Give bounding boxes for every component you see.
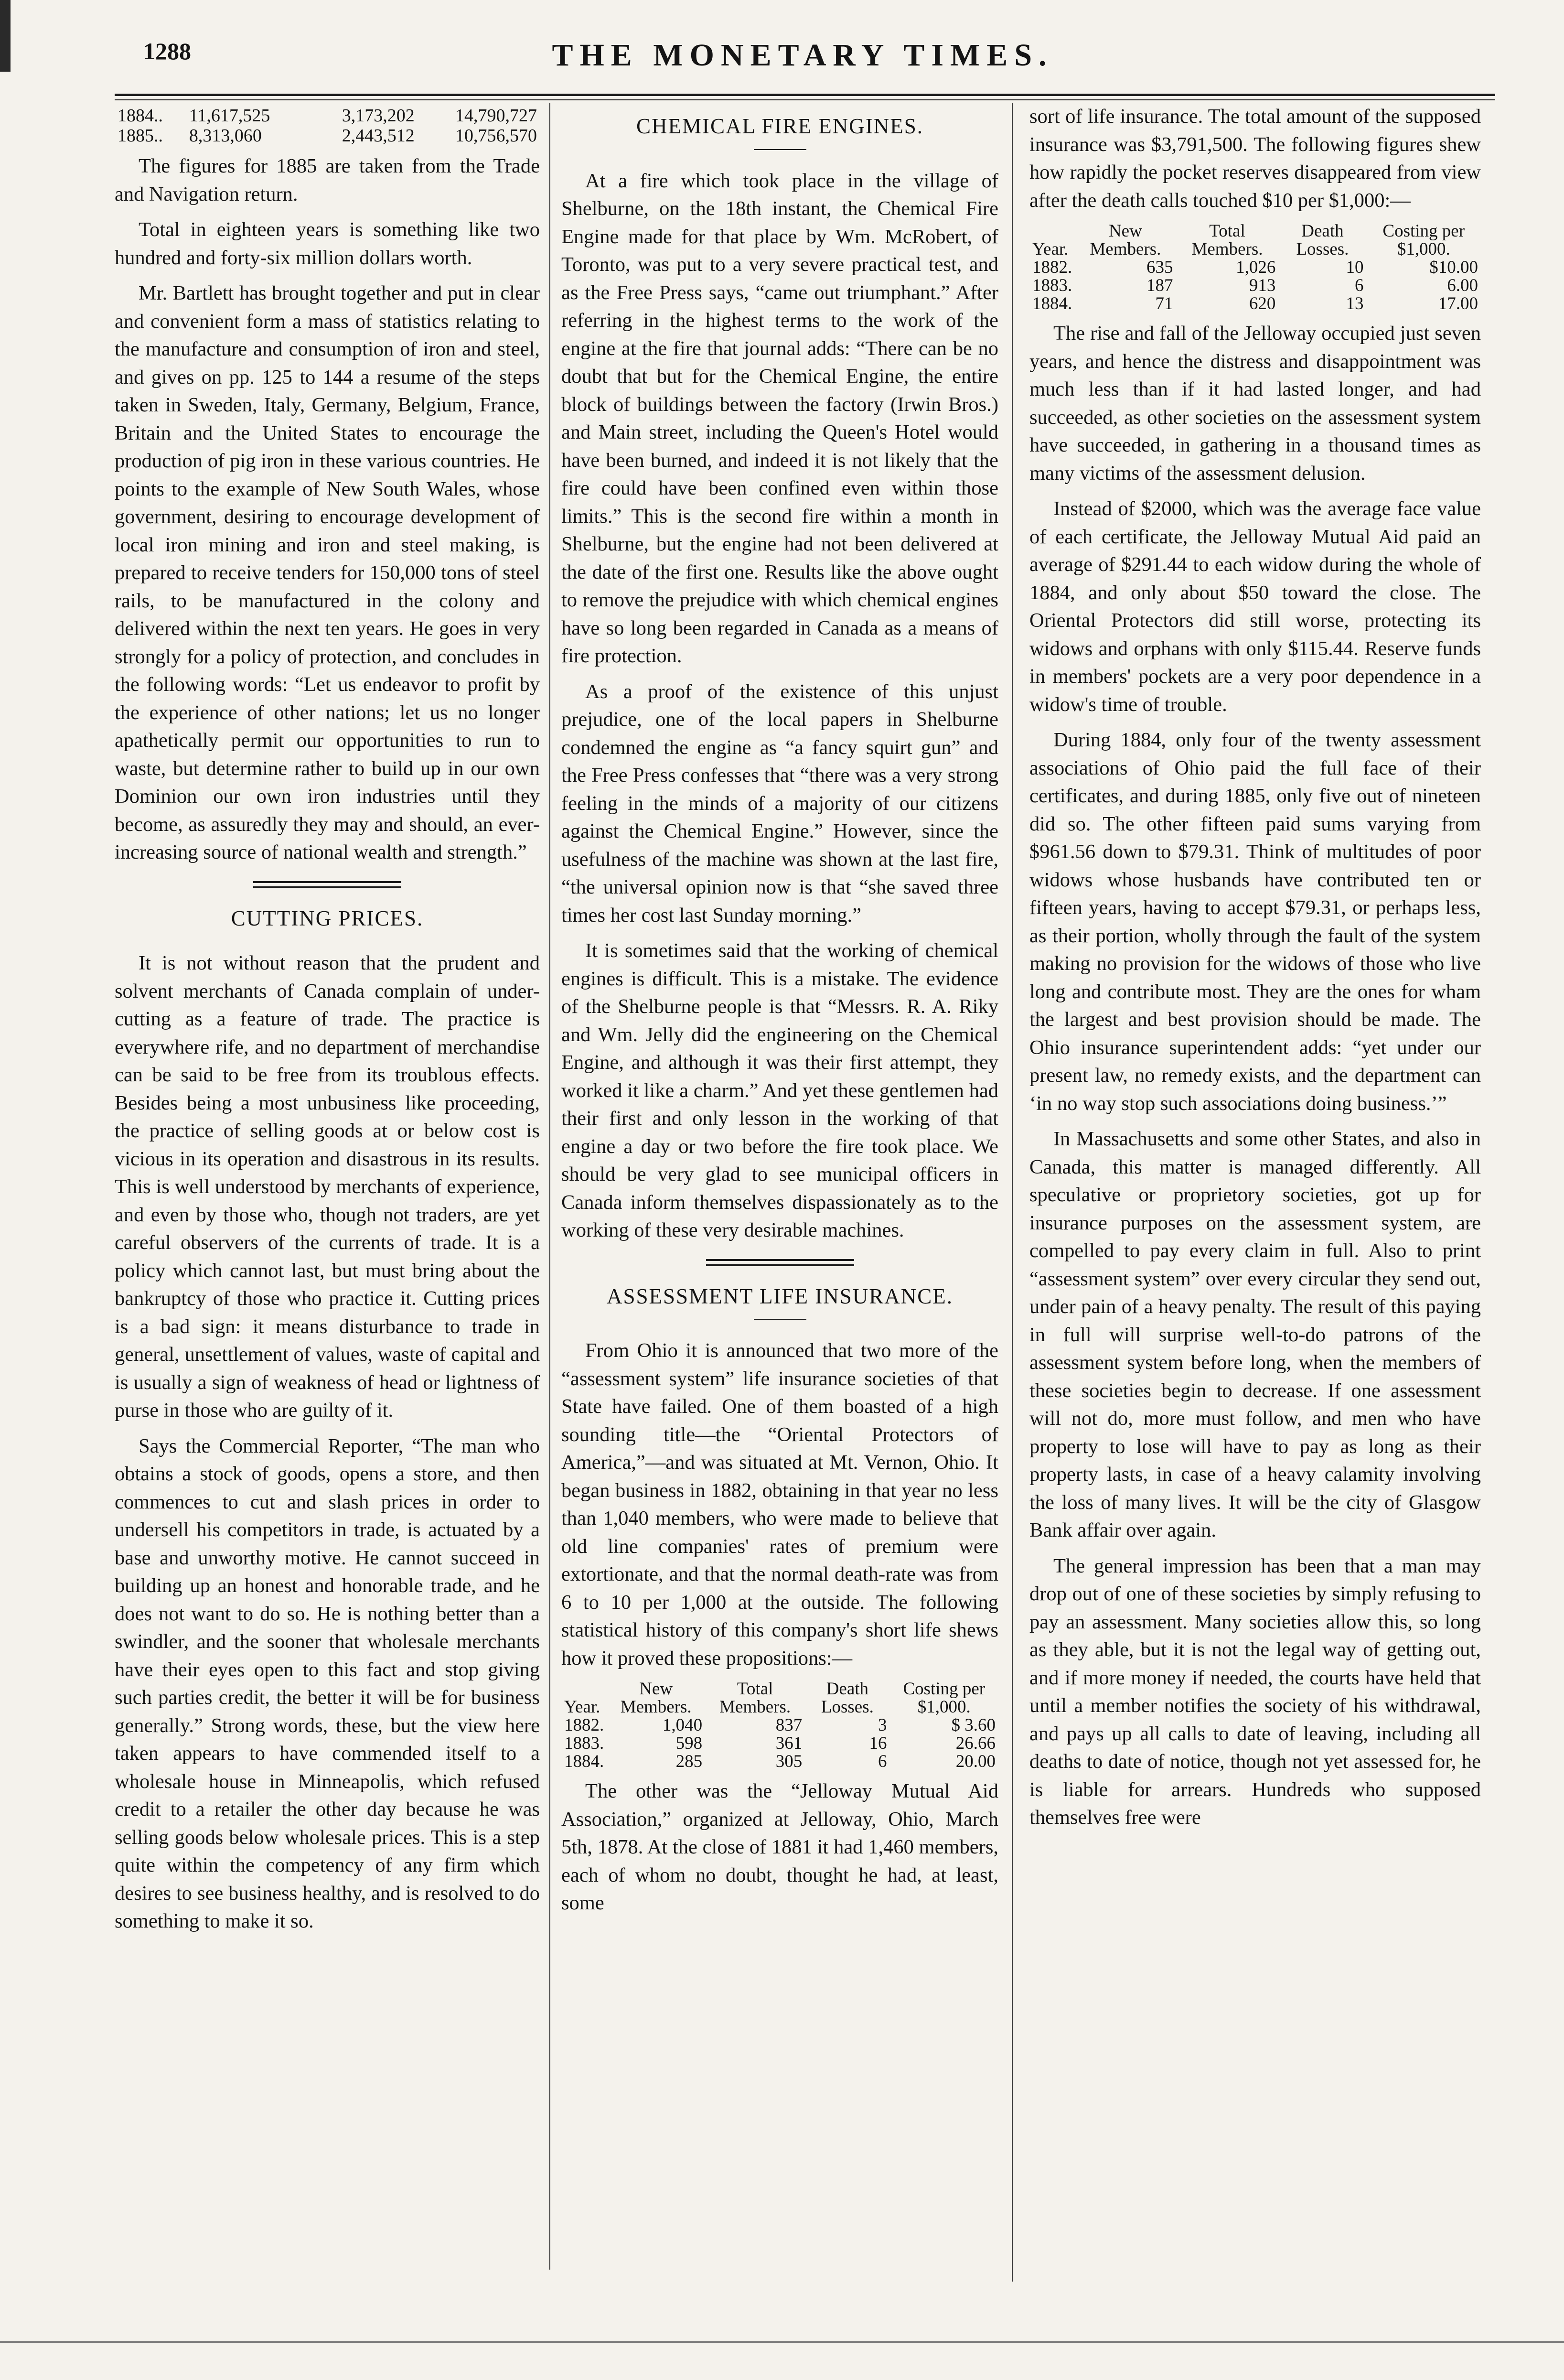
column-divider [1012, 103, 1013, 2282]
table-row: 1883. 598 361 16 26.66 [564, 1734, 996, 1753]
paragraph: Instead of $2000, which was the average face value of each certificate, the Jelloway Mutual Aid paid an average of $291.44 to each widow during the whole of 1884, and only about $50 toward the close. The Oriental Protectors did still worse, protecting its widows and orphans with only $115.44. Reserve funds in members' pockets are a very poor dependence in a widow's time of trouble. [1029, 497, 1481, 716]
table-row: 1884. 71 620 13 17.00 [1032, 294, 1478, 313]
column-3 [1029, 103, 1481, 1840]
page-bottom-rule [0, 2341, 1564, 2343]
heading-rule [754, 1319, 806, 1320]
paragraph: During 1884, only four of the twenty assessment associations of Ohio paid the full face of their certificates, and during 1885, only five out of nineteen did so. The other fifteen paid sums varying from $961.56 down to $79.31. Think of multitudes of poor widows whose husbands have contributed ten or fifteen years, having to accept $79.31, or perhaps less, as their portion, wholly through the fault of the system making no provision for the widows of those who live long and contribute most. They are the ones for wham the largest and best provision should be made. The Ohio insurance superintendent adds: “yet under our present law, no remedy exists, and the department can ‘in no way stop such associations doing business.’” [1029, 729, 1481, 1115]
oriental-protectors-table [561, 1680, 998, 1771]
paragraph: It is sometimes said that the working of chemical engines is difficult. This is a mistake. The evidence of the Shelburne people is that “Messrs. R. A. Riky and Wm. Jelly did the engineering on the Chemical Engine, and although it was their first attempt, they worked it like a charm.” And yet these gentlemen had their first and only lesson in the working of that engine a day or two before the fire took place. We should be very glad to see municipal officers in Canada inform themselves dispassionately as to the working of these very desirable machines. [561, 939, 998, 1241]
paragraph: The figures for 1885 are taken from the Trade and Navigation return. [115, 155, 540, 205]
table-row: 1882. 1,040 837 3 $ 3.60 [564, 1715, 996, 1735]
paragraph: In Massachusetts and some other States, and also in Canada, this matter is managed differently. All speculative or proprietory societies, got up for insurance purposes on the assessment system, are compelled to pay every claim in full. Also to print “assessment system” over every circular they send out, under pain of a heavy penalty. The result of this paying in full will surprise well-to-do patrons of the assessment system before long, when the members of these societies begin to decrease. If one assessment will not do, more must follow, and men who have property to lose will have to pay as long as their property lasts, in case of a heavy calamity involving the loss of many lives. It will be the city of Glasgow Bank affair over again. [1029, 1128, 1481, 1541]
paragraph: Total in eighteen years is something like two hundred and forty-six million dollars worth. [115, 218, 540, 269]
table-row: 1885.. 8,313,060 2,443,512 10,756,570 [118, 126, 537, 146]
table-row: 1884. 285 305 6 20.00 [564, 1752, 996, 1771]
column-1 [115, 103, 540, 1943]
paragraph: The rise and fall of the Jelloway occupied just seven years, and hence the distress and disappointment was much less than if it had lasted longer, and had succeeded, as other societies on the assessment system have succeeded, in gathering in a thousand times as many victims of the assessment delusion. [1029, 322, 1481, 485]
masthead-title: THE MONETARY TIMES. [552, 38, 1053, 73]
paragraph: From Ohio it is announced that two more of the “assessment system” life insurance societies of that State have failed. One of them boasted of a high sounding title—the “Oriental Protectors of America,”—and was situated at Mt. Vernon, Ohio. It began business in 1882, obtaining in that year no less than 1,040 members, who were made to believe that old line companies' rates of premium were extortionate, and that the normal death-rate was from 6 to 10 per 1,000 at the outside. The following statistical history of this company's short life shews how it proved these propositions:— [561, 1339, 998, 1669]
table-row: 1884.. 11,617,525 3,173,202 14,790,727 [118, 106, 537, 126]
table-header-row: Year. New Members. Total Members. Death Losses. Costing per $1,000. [564, 1679, 986, 1717]
table-header-row: Year. New Members. Total Members. Death Losses. Costing per $1,000. [1032, 221, 1465, 259]
column-divider [549, 103, 550, 2270]
page-number: 1288 [143, 38, 191, 65]
table-row: 1882. 635 1,026 10 $10.00 [1032, 258, 1478, 277]
paragraph: The general impression has been that a man may drop out of one of these societies by simply refusing to pay an assessment. Many societies allow this, so long as they able, but it is not the legal way of getting out, and if more money if needed, the courts have held that until a member notifies the society of his withdrawal, and pays up all calls to date of leaving, including all deaths to date of notice, though not yet assessed for, he is liable for arrears. Hundreds who supposed themselves free were [1029, 1554, 1481, 1829]
iron-stats-table [115, 106, 540, 146]
section-heading: CHEMICAL FIRE ENGINES. [636, 114, 924, 138]
header-rule-thin [115, 99, 1495, 100]
section-heading: CUTTING PRICES. [231, 906, 424, 930]
section-heading: ASSESSMENT LIFE INSURANCE. [606, 1284, 953, 1308]
page-header [110, 28, 1495, 85]
paragraph: It is not without reason that the prudent and solvent merchants of Canada complain of under-cutting as a feature of trade. The practice is everywhere rife, and no department of merchandise can be said to be free from its troublous effects. Besides being a most unbusiness like proceeding, the practice of selling goods at or below cost is vicious in its operation and disastrous in its results. This is well understood by merchants of experience, and even by those who, though not traders, are yet careful observers of the currents of trade. It is a policy which cannot last, but must bring about the bankruptcy of those who practice it. Cutting prices is a bad sign: it means disturbance to trade in general, unsettlement of values, waste of capital and is usually a sign of weakness of head or lightness of purse in those who are guilty of it. [115, 952, 540, 1422]
section-separator [253, 881, 401, 888]
paragraph: Says the Commercial Reporter, “The man who obtains a stock of goods, opens a store, and then commences to cut and slash prices in order to undersell his competitors in trade, is actuated by a base and unworthy motive. He cannot succeed in building up an honest and honorable trade, and he does not want to do so. He is nothing better than a swindler, and the sooner that wholesale merchants have their eyes open to this fact and stop giving such parties credit, the better it will be for business generally.” Strong words, these, but the view here taken appears to have commended itself to a wholesale house in Minneapolis, which refused credit to a retailer the other day because he was selling goods below wholesale prices. This is a step quite within the competency of any firm which desires to see business healthy, and is resolved to do something to make it so. [115, 1434, 540, 1932]
section-separator [706, 1259, 854, 1266]
binding-edge-mark [0, 0, 11, 72]
paragraph: The other was the “Jelloway Mutual Aid Association,” organized at Jelloway, Ohio, March 5th, 1878. At the close of 1881 it had 1,460 members, each of whom no doubt, thought he had, at least, some [561, 1780, 998, 1914]
heading-rule [754, 149, 806, 150]
paragraph: At a fire which took place in the village of Shelburne, on the 18th instant, the Chemical Fire Engine made for that place by Wm. McRobert, of Toronto, was put to a very severe practical test, and as the Free Press says, “came out triumphant.” After referring in the highest terms to the work of the engine at the fire that journal adds: “There can be no doubt that but for the Chemical Engine, the entire block of buildings between the factory (Irwin Bros.) and Main street, including the Queen's Hotel would have been burned, and indeed it is not likely that the fire could have been confined even within those limits.” This is the second fire within a month in Shelburne, but the engine had not been delivered at the date of the first one. Results like the above ought to remove the prejudice with which chemical engines have so long been regarded in Canada as a means of fire protection. [561, 169, 998, 667]
jelloway-table [1029, 222, 1481, 313]
paragraph: As a proof of the existence of this unjust prejudice, one of the local papers in Shelburne condemned the engine as “a fancy squirt gun” and the Free Press confesses that “there was a very strong feeling in the minds of a majority of our citizens against the Chemical Engine.” However, since the usefulness of the machine was shown at the last fire, “the universal opinion now is that “she saved three times her cost last Sunday morning.” [561, 680, 998, 926]
table-row: 1883. 187 913 6 6.00 [1032, 276, 1478, 295]
paragraph: sort of life insurance. The total amount of the supposed insurance was $3,791,500. The following figures shew how rapidly the pocket reserves disappeared from view after the death calls touched $10 per $1,000:— [1029, 105, 1481, 212]
header-rule [115, 94, 1495, 96]
paragraph: Mr. Bartlett has brought together and put in clear and convenient form a mass of statistics relating to the manufacture and consumption of iron and steel, and gives on pp. 125 to 144 a resume of the steps taken in Sweden, Italy, Germany, Belgium, France, Britain and the United States to encourage the production of pig iron in these various countries. He points to the example of New South Wales, whose government, desiring to encourage development of local iron mining and iron and steel making, is prepared to receive tenders for 150,000 tons of steel rails, to be manufactured in the colony and delivered within the next ten years. He goes in very strongly for a policy of protection, and concludes in the following words: “Let us endeavor to profit by the experience of other nations; let us no longer apathetically permit our opportunities to run to waste, but determine rather to build up in our own Dominion our own iron industries until they become, as assuredly they may and should, an ever-increasing source of national wealth and strength.” [115, 282, 540, 863]
column-2 [561, 103, 998, 1925]
